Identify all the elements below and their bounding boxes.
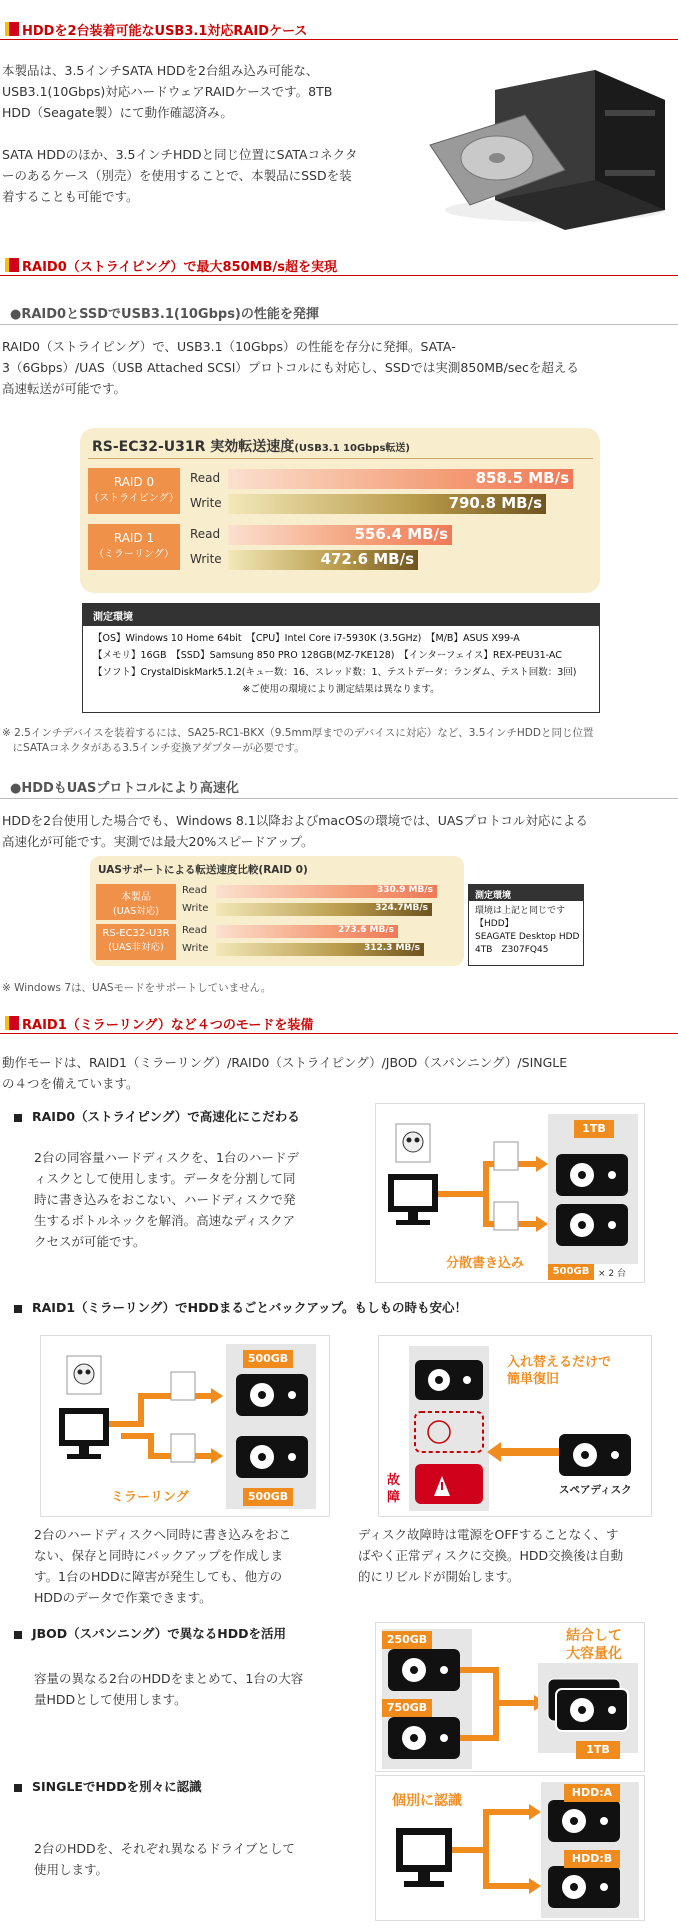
env-line: 【OS】Windows 10 Home 64bit 【CPU】Intel Core i7-5930K (3.5GHz) 【M/B】ASUS X99-A xyxy=(93,633,520,644)
chart-title: RS-EC32-U31R 実効転送速度(USB3.1 10Gbps転送) xyxy=(92,439,410,455)
pc-monitor-icon xyxy=(396,1828,452,1887)
drive-letter-badge: HDD:B xyxy=(564,1850,620,1868)
write-label: Write xyxy=(190,496,222,510)
broken-hdd-icon xyxy=(415,1464,483,1504)
drive-letter-badge: HDD:A xyxy=(564,1784,620,1802)
raid1-caption: ミラーリング xyxy=(111,1490,189,1505)
document-panda-icon xyxy=(171,1372,195,1462)
raid0-caption: 分散書き込み xyxy=(446,1256,525,1271)
bar-value-label: 790.8 MB/s xyxy=(448,494,542,512)
env-line: ※ご使用の環境により測定結果は異なります。 xyxy=(242,684,440,695)
bar-value-label: 312.3 MB/s xyxy=(363,943,420,953)
heading-marker-icon xyxy=(5,258,19,272)
sub-heading-uas: ●HDDもUASプロトコルにより高速化 xyxy=(10,781,239,796)
uas-chart-title: UASサポートによる転送速度比較(RAID 0) xyxy=(98,864,308,876)
write-label: Write xyxy=(182,903,209,914)
hdd-icon xyxy=(548,1800,620,1842)
write-label: Write xyxy=(190,552,222,566)
hdd-icon xyxy=(388,1649,460,1691)
rebuild-illustration xyxy=(378,1335,652,1517)
jbod-heading: JBOD（スパンニング）で異なるHDDを活用 xyxy=(14,1624,286,1642)
hdd-icon xyxy=(548,1866,620,1908)
capacity-badge: 1TB xyxy=(576,1741,620,1759)
pc-monitor-icon xyxy=(388,1174,438,1225)
read-label: Read xyxy=(182,925,208,936)
raid1-heading: RAID1（ミラーリング）でHDDまるごとバックアップ。もしもの時も安心！ xyxy=(14,1298,467,1316)
mode-tag-raid1: RAID 1 （ミラーリング） xyxy=(88,524,180,570)
env-line: 【ソフト】CrystalDiskMark5.1.2(キュー数：16、スレッド数：1、テストデータ：ランダム、テスト回数：3回) xyxy=(93,667,577,678)
raid0-text: RAID0（ストライピング）で、USB3.1（10Gbps）の性能を存分に発揮。SATA- 3（6Gbps）/UAS（USB Attached SCSI）プロトコルにも対応し、SSDでは実測850MB/secを超える 高速転送が可能です。 xyxy=(2,339,579,396)
bar-value-label: 556.4 MB/s xyxy=(354,525,448,543)
uas-group-tag: RS-EC32-U3R (UAS非対応) xyxy=(96,924,176,960)
hdd-icon xyxy=(236,1374,308,1416)
raid0-heading: RAID0（ストライピング）で高速化にこだわる xyxy=(14,1107,300,1125)
bar-value-label: 472.6 MB/s xyxy=(320,550,414,568)
section-title: RAID1（ミラーリング）など４つのモードを装備 xyxy=(22,1018,314,1033)
hdd-icon xyxy=(556,1204,628,1246)
section-title: RAID0（ストライピング）で最大850MB/s超を実現 xyxy=(22,260,337,275)
raid0-desc: 2台の同容量ハードディスクを、1台のハードデ ィスクとして使用します。データを分割して同 時に書き込みをおこない、ハードディスクで発 生するボトルネックを解消。高速なディスクア クセスが可能です。 xyxy=(34,1150,299,1249)
section-heading-modes xyxy=(0,1012,678,1034)
modes-text: 動作モードは、RAID1（ミラーリング）/RAID0（ストライピング）/JBOD（スパンニング）/SINGLE の４つを備えています。 xyxy=(2,1055,568,1091)
document-split-icon xyxy=(494,1142,518,1230)
win7-note: ※ Windows 7は、UASモードをサポートしていません。 xyxy=(2,982,272,994)
rebuild-desc: ディスク故障時は電源をOFFすることなく、す ばやく正常ディスクに交換。HDD交換後は自動 的にリビルドが開始します。 xyxy=(358,1527,624,1584)
product-image xyxy=(425,60,675,235)
capacity-badge: 500GB xyxy=(243,1488,293,1506)
document-panda-icon xyxy=(396,1124,430,1162)
jbod-illustration xyxy=(375,1622,645,1772)
uas-text: HDDを2台使用した場合でも、Windows 8.1以降およびmacOSの環境では、UASプロトコル対応による 高速化が可能です。実測では最大20%スピードアップ。 xyxy=(2,813,588,849)
read-label: Read xyxy=(190,527,221,541)
uas-group-tag: 本製品 (UAS対応) xyxy=(96,884,176,920)
sub-heading-ssd: ●RAID0とSSDでUSB3.1(10Gbps)の性能を発揮 xyxy=(10,307,319,322)
read-label: Read xyxy=(190,471,221,485)
intro-text: 本製品は、3.5インチSATA HDDを2台組み込み可能な、 USB3.1(10Gbps)対応ハードウェアRAIDケースです。8TB HDD（Seagate製）にて動作確認済み。 SATA HDDのほか、3.5インチHDDと同じ位置にSATAコネクタ ーのあるケース（別売）を使用することで、本製品にSSDを装 着することも可能です。 xyxy=(2,63,358,204)
capacity-badge: 500GB xyxy=(548,1264,594,1280)
capacity-badge: 1TB xyxy=(574,1120,614,1138)
section-heading-raid0 xyxy=(0,254,678,276)
raid0-illustration xyxy=(375,1103,645,1283)
capacity-badge: 750GB xyxy=(382,1699,432,1717)
bar-value-label: 858.5 MB/s xyxy=(475,469,569,487)
raid1-desc: 2台のハードディスクへ同時に書き込みをおこ ない、保存と同時にバックアップを作成しま す。1台のHDDに障害が発生しても、他方の HDDのデータで作業できます。 xyxy=(34,1527,291,1605)
bar-value-label: 273.6 MB/s xyxy=(337,925,394,935)
single-desc: 2台のHDDを、それぞれ異なるドライブとして 使用します。 xyxy=(34,1841,295,1877)
write-label: Write xyxy=(182,943,209,954)
read-label: Read xyxy=(182,885,208,896)
section-heading-raid-case xyxy=(0,18,678,40)
rebuild-caption: 入れ替えるだけで 簡単復旧 xyxy=(507,1355,612,1387)
jbod-caption: 結合して 大容量化 xyxy=(566,1628,622,1662)
spare-label: スペアディスク xyxy=(559,1484,632,1496)
heading-marker-icon xyxy=(5,1016,19,1030)
uas-environment: 測定環境 環境は上記と同じです 【HDD】 SEAGATE Desktop HDD 4TB Z307FQ45 xyxy=(468,884,584,966)
heading-marker-icon xyxy=(5,22,19,36)
measurement-environment xyxy=(82,603,600,713)
jbod-desc: 容量の異なる2台のHDDをまとめて、1台の大容 量HDDとして使用します。 xyxy=(34,1671,304,1707)
bar-value-label: 324.7MB/s xyxy=(375,903,428,913)
bar-value-label: 330.9 MB/s xyxy=(376,885,433,895)
capacity-badge: 500GB xyxy=(243,1350,293,1368)
pc-monitor-icon xyxy=(59,1408,109,1459)
raid1-illustration xyxy=(40,1335,330,1517)
hdd-icon xyxy=(556,1154,628,1196)
hdd-icon xyxy=(236,1436,308,1478)
mode-tag-raid0: RAID 0 （ストライピング） xyxy=(88,468,180,514)
document-panda-icon xyxy=(67,1356,101,1394)
count-label: × 2 台 xyxy=(598,1269,626,1279)
hdd-icon xyxy=(415,1360,483,1400)
single-heading: SINGLEでHDDを別々に認識 xyxy=(14,1777,202,1795)
merged-hdd-icon xyxy=(548,1679,628,1731)
single-illustration xyxy=(375,1775,645,1921)
capacity-badge: 250GB xyxy=(382,1631,432,1649)
uas-chart xyxy=(90,856,464,966)
env-title: 測定環境 xyxy=(83,604,599,626)
section-title: HDDを2台装着可能なUSB3.1対応RAIDケース xyxy=(22,24,308,39)
speed-chart xyxy=(80,428,600,593)
env-line: 【メモリ】16GB 【SSD】Samsung 850 PRO 128GB(MZ-7KE128) 【インターフェイス】REX-PEU31-AC xyxy=(93,650,562,661)
spare-hdd-icon xyxy=(559,1434,631,1476)
fault-label: 故 障 xyxy=(387,1473,401,1505)
hdd-icon xyxy=(388,1717,460,1759)
single-caption: 個別に認識 xyxy=(392,1793,462,1809)
adapter-note: ※ 2.5インチデバイスを装着するには、SA25-RC1-BKX（9.5mm厚までのデバイスに対応）など、3.5インチHDDと同じ位置 にSATAコネクタがある3.5インチ変換アダプターが必要です。 xyxy=(2,727,594,754)
